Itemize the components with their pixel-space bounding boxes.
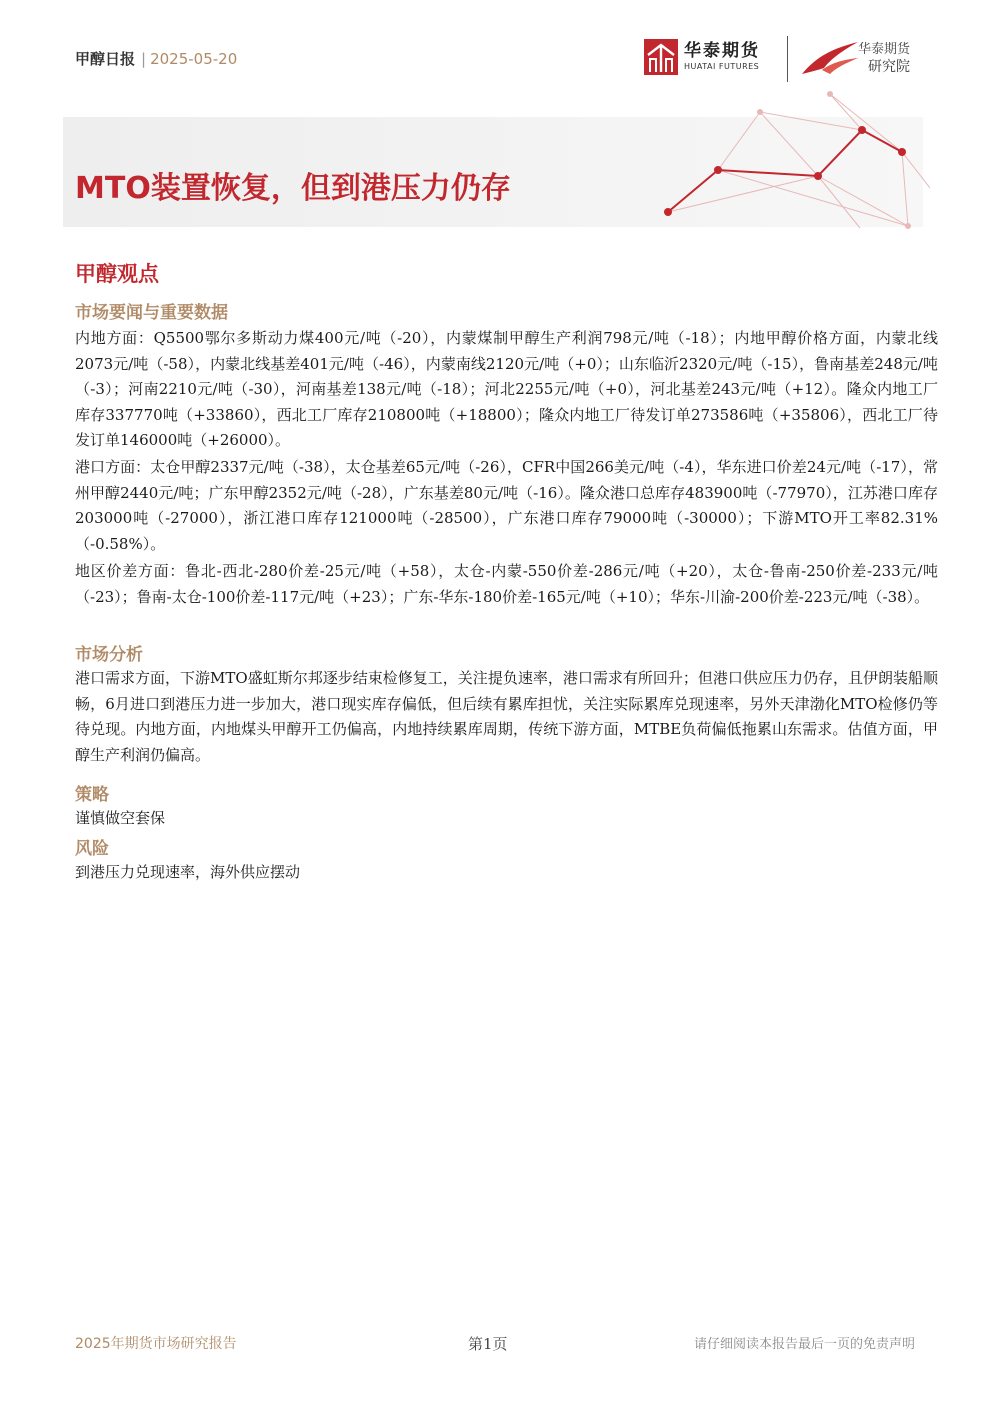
research-institute-logo (800, 38, 911, 82)
huatai-logo-icon (644, 39, 678, 75)
market-analysis-heading: 市场分析 (75, 645, 143, 665)
section-title: 甲醇观点 (75, 262, 159, 286)
logo-en-text: HUATAI FUTURES (684, 62, 760, 71)
inland-paragraph: 内地方面：Q5500鄂尔多斯动力煤400元/吨（-20），内蒙煤制甲醇生产利润798元/吨（-18）；内地甲醇价格方面，内蒙北线2073元/吨（-58），内蒙北线基差401元/吨（-46），内蒙南线2120元/吨（+0）；山东临沂2320元/吨（-15），鲁南基差248元/吨（-3）；河南2210元/吨（-30），河南基差138元/吨（-18）；河北2255元/吨（+0），河北基差243元/吨（+12）。隆众内地工厂库存337770吨（+33860），西北工厂库存210800吨（+18800）；隆众内地工厂待发订单273586吨（+35806），西北工厂待发订单146000吨（+26000）。 (75, 329, 938, 450)
institute-line1: 华泰期货 (858, 42, 911, 57)
logo-cn-text: 华泰期货 (684, 41, 760, 61)
market-analysis-paragraph: 港口需求方面，下游MTO盛虹斯尔邦逐步结束检修复工，关注提负速率，港口需求有所回升；但港口供应压力仍存，且伊朗装船顺畅，6月进口到港压力进一步加大，港口现实库存偏低，但后续有累库担忧，关注实际累库兑现速率，另外天津渤化MTO检修仍等待兑现。内地方面，内地煤头甲醇开工仍偏高，内地持续累库周期，传统下游方面，MTBE负荷偏低拖累山东需求。估值方面，甲醇生产利润仍偏高。 (75, 669, 938, 764)
report-name: 甲醇日报 (75, 50, 136, 68)
logo-divider (787, 36, 788, 82)
institute-line2: 研究院 (868, 59, 910, 75)
header-separator: | (141, 50, 147, 68)
network-decoration-icon (640, 88, 930, 230)
risk-heading: 风险 (75, 839, 109, 859)
strategy-heading: 策略 (75, 785, 109, 805)
market-news-heading: 市场要闻与重要数据 (75, 303, 228, 323)
port-paragraph: 港口方面：太仓甲醇2337元/吨（-38），太仓基差65元/吨（-26），CFR中国266美元/吨（-4），华东进口价差24元/吨（-17），常州甲醇2440元/吨；广东甲醇2352元/吨（-28），广东基差80元/吨（-16）。隆众港口总库存483900吨（-77970），江苏港口库存203000吨（-27000），浙江港口库存121000吨（-28500），广东港口库存79000吨（-30000）；下游MTO开工率82.31%（-0.58%）。 (75, 458, 938, 553)
regional-spread-paragraph: 地区价差方面：鲁北-西北-280价差-25元/吨（+58），太仓-内蒙-550价差-286元/吨（+20），太仓-鲁南-250价差-233元/吨（-23）；鲁南-太仓-100价差-117元/吨（+23）；广东-华东-180价差-165元/吨（+10）；华东-川渝-200价差-223元/吨（-38）。 (75, 562, 938, 606)
strategy-text: 谨慎做空套保 (75, 809, 166, 827)
disclaimer-note: 请仔细阅读本报告最后一页的免责声明 (693, 1337, 915, 1352)
report-date: 2025-05-20 (150, 50, 238, 68)
footer-report-title: 2025年期货市场研究报告 (75, 1336, 237, 1352)
page-number: 第1页 (468, 1335, 508, 1353)
risk-text: 到港压力兑现速率，海外供应摆动 (75, 863, 301, 881)
research-bird-icon (800, 38, 862, 78)
page-title: MTO装置恢复，但到港压力仍存 (75, 171, 511, 206)
huatai-futures-logo (644, 39, 760, 75)
report-header (75, 48, 237, 69)
